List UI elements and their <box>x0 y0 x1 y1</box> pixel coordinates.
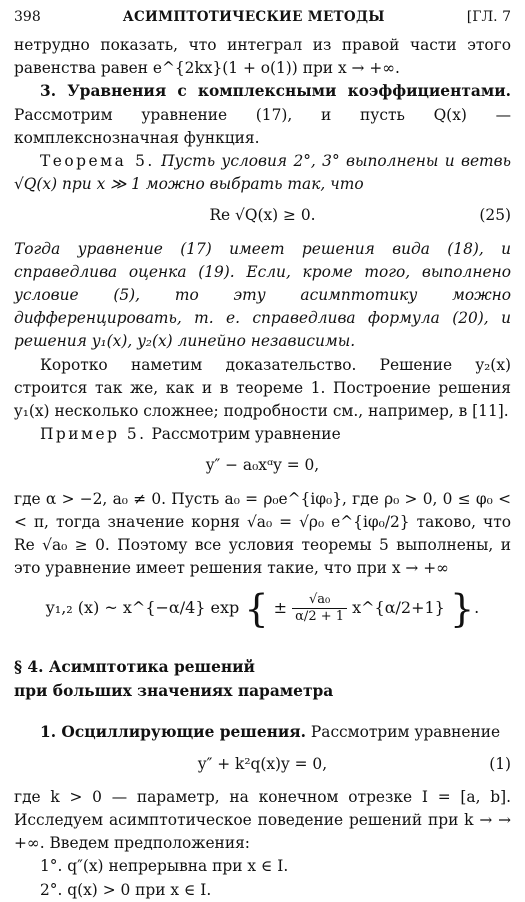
equation-1 <box>14 753 511 776</box>
equation-25-formula: Re √Q(x) ≥ 0. <box>209 206 316 225</box>
asym-lhs: y₁,₂ (x) ~ x^{−α/4} exp <box>45 598 240 618</box>
subsection-3 <box>14 80 511 150</box>
asym-fraction <box>292 592 347 625</box>
asym-power: x^{α/2+1} <box>352 598 445 618</box>
left-brace: { <box>244 586 269 631</box>
condition-2: 2°. q(x) > 0 при x ∈ I. <box>40 880 212 899</box>
section-4-line-1: § 4. Асимптотика решений <box>14 658 255 677</box>
subsection-1 <box>14 721 511 744</box>
example-5 <box>14 423 511 446</box>
running-title: АСИМПТОТИЧЕСКИЕ МЕТОДЫ <box>122 9 385 25</box>
equation-25-number: (25) <box>479 206 511 225</box>
asymptotic-formula <box>14 586 511 631</box>
subsection-3-heading: 3. Уравнения с комплексными коэффициентами. <box>40 82 511 101</box>
section-4-heading <box>14 655 511 703</box>
right-brace: } <box>449 586 475 631</box>
asym-numerator: √a₀ <box>292 592 347 609</box>
asym-denominator: α/2 + 1 <box>295 609 345 625</box>
condition-1: 1°. q″(x) непрерывна при x ∈ I. <box>40 857 289 876</box>
subsection-1-text: Рассмотрим уравнение <box>306 723 501 742</box>
subsection-3-text: Рассмотрим уравнение (17), и пусть Q(x) — комплекснозначная функция. <box>14 105 511 147</box>
parameter-paragraph: где k > 0 — параметр, на конечном отрезке I = [a, b]. Исследуем асимптотическое поведение решений при k → → +∞. Введем предположения: <box>14 787 511 853</box>
equation-1-number: (1) <box>489 754 511 773</box>
chapter-marker: [ГЛ. 7 <box>466 9 511 25</box>
proof-sketch: Коротко наметим доказательство. Решение y₂(x) строится так же, как и в теореме 1. Построение решения y₁(x) несколько сложнее; подробности см., например, в [11]. <box>14 355 511 421</box>
theorem-label: Теорема 5. <box>40 152 155 171</box>
running-header <box>14 6 511 34</box>
asym-end: . <box>474 598 480 618</box>
page-number: 398 <box>14 9 41 25</box>
theorem-text: Пусть условия 2°, 3° выполнены и ветвь √Q(x) при x ≫ 1 можно выбрать так, что <box>14 152 511 194</box>
equation-1-formula: y″ + k²q(x)y = 0, <box>197 754 328 773</box>
equation-25 <box>14 204 511 227</box>
theorem-continuation: Тогда уравнение (17) имеет решения вида (18), и справедлива оценка (19). Если, кроме того, выполнено условие (5), то эту асимптотику можно дифференцировать, т. е. справедлива формула (20), и решения y₁(x), y₂(x) линейно независимы. <box>14 239 511 351</box>
paragraph-intro: нетрудно показать, что интеграл из правой части этого равенства равен e^{2kx}(1 + o(1)) при x → +∞. <box>14 36 511 78</box>
section-4-line-2: при больших значениях параметра <box>14 682 334 701</box>
example-equation: y″ − a₀xᵅy = 0, <box>205 456 320 475</box>
subsection-1-heading: 1. Осциллирующие решения. <box>40 723 307 742</box>
asym-pm: ± <box>273 598 288 618</box>
theorem-5 <box>14 150 511 196</box>
example-label: Пример 5. <box>40 425 147 444</box>
example-discussion: где α > −2, a₀ ≠ 0. Пусть a₀ = ρ₀e^{iφ₀}, где ρ₀ > 0, 0 ≤ φ₀ < < π, тогда значение корня √a₀ = √ρ₀ e^{iφ₀/2} таково, что Re √a₀ ≥ 0. Поэтому все условия теоремы 5 выполнены, и это уравнение имеет решения такие, что при x → +∞ <box>14 489 511 578</box>
example-text: Рассмотрим уравнение <box>146 425 341 444</box>
